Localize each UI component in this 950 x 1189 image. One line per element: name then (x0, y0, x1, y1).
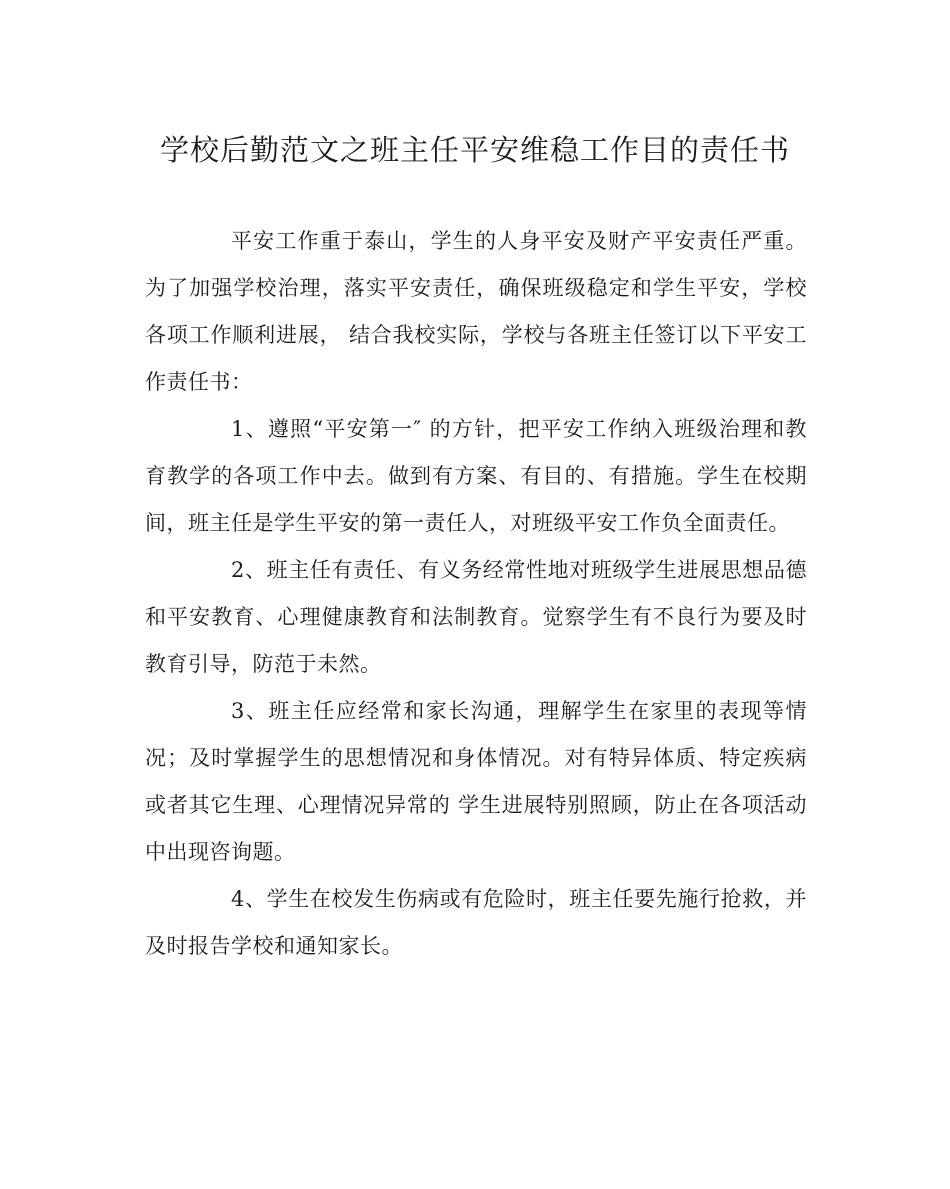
clause-3-paragraph: 3、班主任应经常和家长沟通，理解学生在家里的表现等情况；及时掌握学生的思想情况和身体情况。对有特异体质、特定疾病或者其它生理、心理情况异常的 学生进展特别照顾，防止在各项活动中出现咨询题。 (145, 699, 807, 864)
document-body (145, 218, 807, 970)
clause-1-paragraph: 1、遵照“平安第一″ 的方针，把平安工作纳入班级治理和教育教学的各项工作中去。做到有方案、有目的、有措施。学生在校期间，班主任是学生平安的第一责任人，对班级平安工作负全面责任。 (145, 417, 807, 535)
document-title: 学校后勤范文之班主任平安维稳工作目的责任书 (159, 133, 790, 167)
intro-paragraph: 平安工作重于泰山，学生的人身平安及财产平安责任严重。为了加强学校治理，落实平安责任，确保班级稳定和学生平安，学校各项工作顺利进展， 结合我校实际，学校与各班主任签订以下平安工作责任书： (145, 229, 807, 394)
clause-4-paragraph: 4、学生在校发生伤病或有危险时，班主任要先施行抢救，并及时报告学校和通知家长。 (145, 887, 807, 958)
clause-2-paragraph: 2、班主任有责任、有义务经常性地对班级学生进展思想品德和平安教育、心理健康教育和法制教育。觉察学生有不良行为要及时教育引导，防范于未然。 (145, 558, 807, 676)
